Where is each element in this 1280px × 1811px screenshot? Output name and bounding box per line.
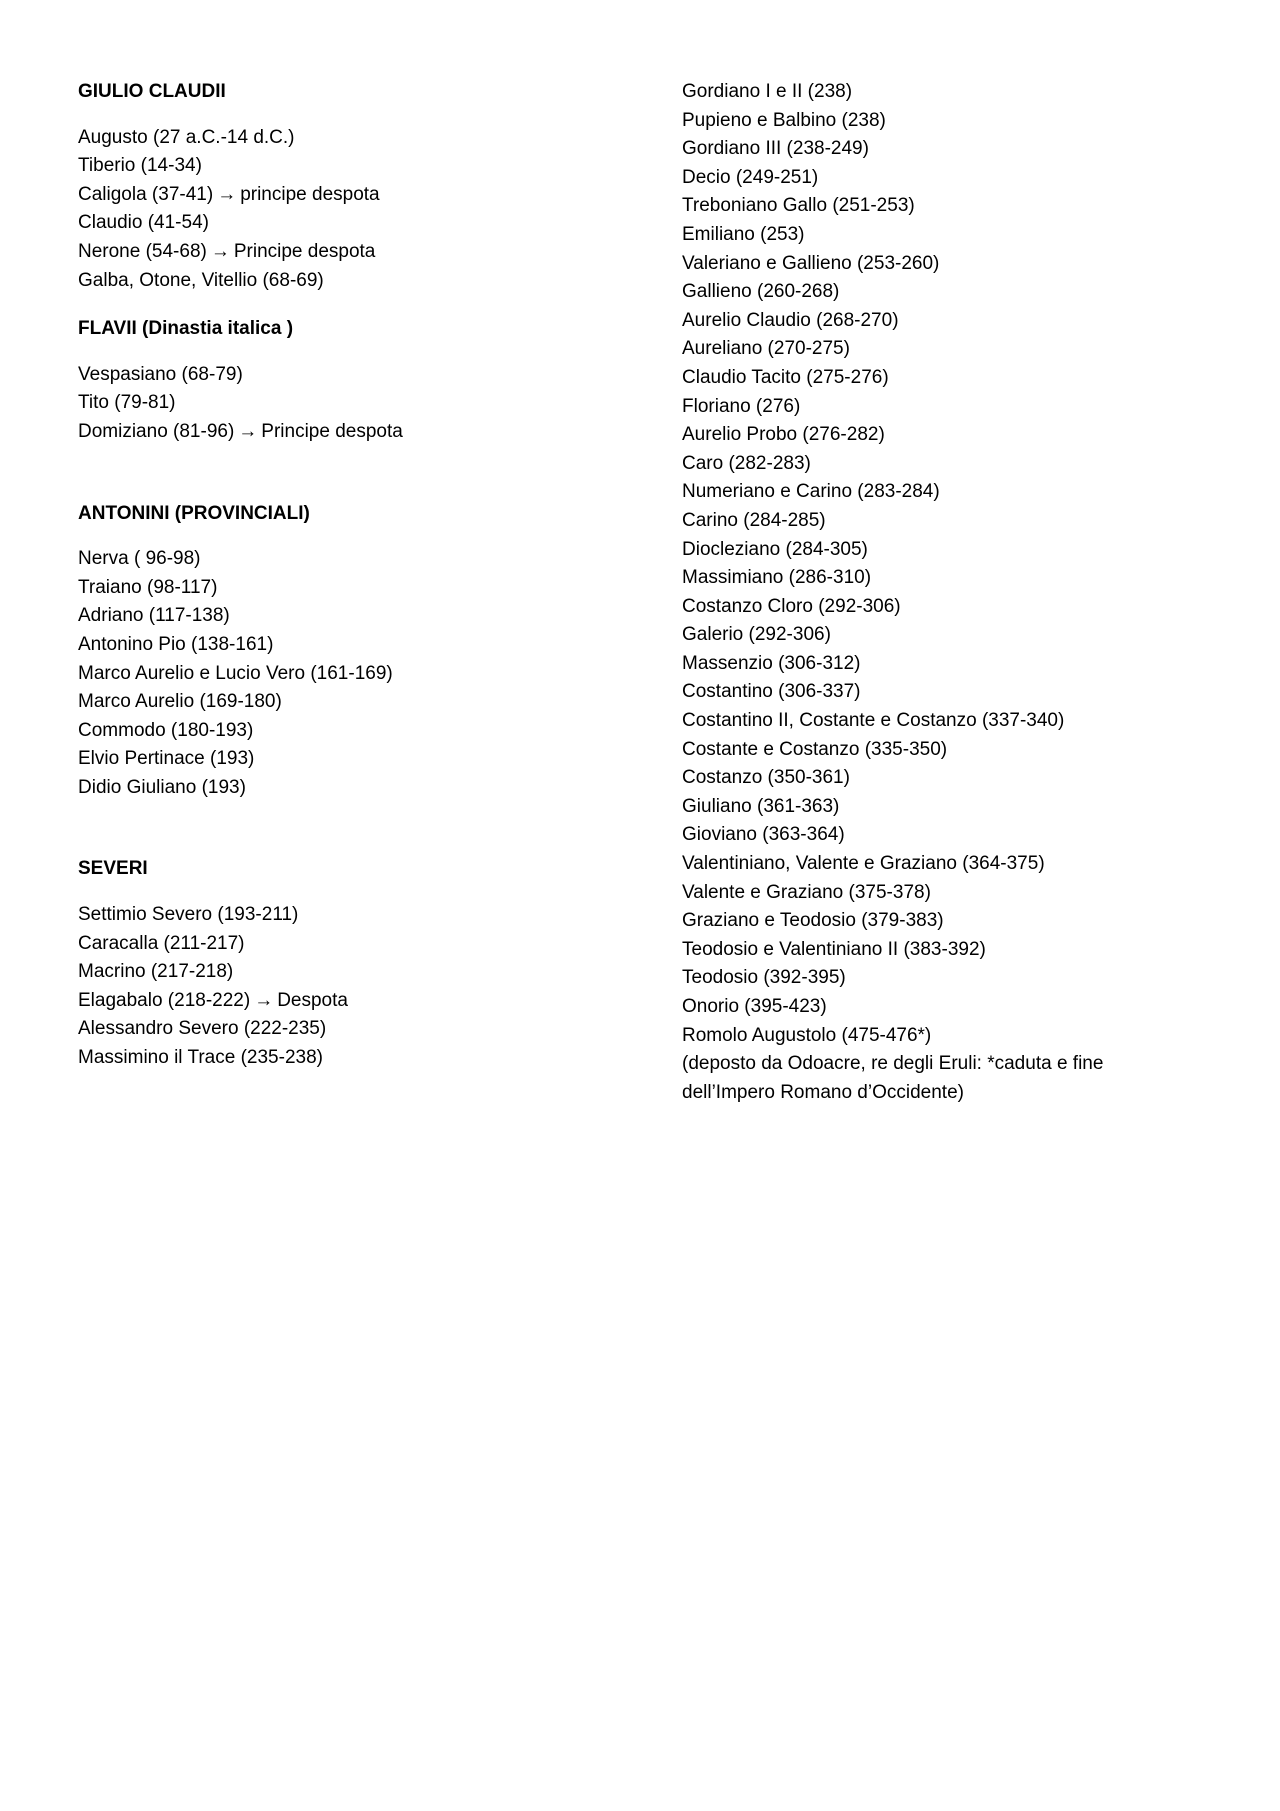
arrow-right-icon: → — [210, 240, 230, 262]
emperor-name: Nerone (54-68) — [78, 240, 207, 262]
arrow-right-icon: → — [217, 183, 237, 205]
list-item: Vespasiano (68-79) — [78, 363, 243, 385]
list-item: Marco Aurelio e Lucio Vero (161-169) — [78, 662, 393, 684]
list-item: Aurelio Claudio (268-270) — [682, 309, 899, 331]
list-item: Didio Giuliano (193) — [78, 776, 246, 798]
left-column — [78, 78, 638, 1073]
emperor-name: Caligola (37-41) — [78, 183, 214, 205]
list-item: Gordiano I e II (238) — [682, 81, 853, 102]
arrow-right-icon: → — [254, 989, 274, 1011]
list-item: Galba, Otone, Vitellio (68-69) — [78, 269, 324, 291]
section-heading: SEVERI — [78, 858, 148, 880]
list-item: Traiano (98-117) — [78, 576, 218, 598]
list-item: Elvio Pertinace (193) — [78, 748, 255, 770]
list-item: Costantino (306-337) — [682, 681, 861, 703]
section-list — [78, 124, 638, 296]
list-item — [78, 987, 638, 1016]
list-item: Romolo Augustolo (475-476*) — [682, 1024, 932, 1046]
list-item: Costante e Costanzo (335-350) — [682, 738, 948, 760]
list-item: Antonino Pio (138-161) — [78, 633, 274, 655]
section-list — [78, 361, 638, 447]
list-item — [78, 181, 638, 210]
list-item: Emiliano (253) — [682, 223, 805, 245]
list-item: Galerio (292-306) — [682, 624, 831, 646]
list-item: Caracalla (211-217) — [78, 932, 245, 954]
list-item — [78, 238, 638, 267]
list-item: Treboniano Gallo (251-253) — [682, 195, 915, 217]
list-item: Aurelio Probo (276-282) — [682, 424, 885, 446]
list-item: Claudio (41-54) — [78, 212, 209, 234]
list-item: Nerva ( 96-98) — [78, 548, 201, 570]
list-item: Marco Aurelio (169-180) — [78, 691, 282, 713]
list-item: Massenzio (306-312) — [682, 652, 861, 674]
emperor-note: Despota — [277, 989, 348, 1011]
section-heading: ANTONINI (PROVINCIALI) — [78, 502, 310, 524]
emperor-name: Elagabalo (218-222) — [78, 989, 251, 1011]
list-item: Caro (282-283) — [682, 452, 811, 474]
section-heading: FLAVII (Dinastia italica ) — [78, 318, 294, 340]
list-item: Alessandro Severo (222-235) — [78, 1018, 327, 1040]
list-item: Costanzo (350-361) — [682, 767, 850, 789]
section-list — [78, 901, 638, 1073]
list-item: Teodosio e Valentiniano II (383-392) — [682, 938, 986, 960]
list-item: Commodo (180-193) — [78, 719, 254, 741]
list-item: Massimiano (286-310) — [682, 567, 872, 589]
list-item: Adriano (117-138) — [78, 605, 230, 627]
section-heading: GIULIO CLAUDII — [78, 81, 226, 102]
list-item: Numeriano e Carino (283-284) — [682, 481, 940, 503]
list-item: Claudio Tacito (275-276) — [682, 366, 889, 388]
list-item: Aureliano (270-275) — [682, 338, 850, 360]
list-item: Gallieno (260-268) — [682, 281, 840, 303]
list-item: Giuliano (361-363) — [682, 795, 840, 817]
list-item: Settimio Severo (193-211) — [78, 904, 299, 926]
right-column — [682, 78, 1242, 1107]
list-item: Valentiniano, Valente e Graziano (364-375) — [682, 853, 1045, 875]
emperor-name: Domiziano (81-96) — [78, 420, 235, 442]
list-item — [78, 418, 638, 447]
footnote: (deposto da Odoacre, re degli Eruli: *caduta e fine dell’Impero Romano d’Occidente) — [682, 1053, 1104, 1103]
list-item: Valente e Graziano (375-378) — [682, 881, 931, 903]
list-item: Macrino (217-218) — [78, 961, 234, 983]
list-item: Gordiano III (238-249) — [682, 138, 869, 160]
list-item: Onorio (395-423) — [682, 996, 827, 1017]
arrow-right-icon: → — [238, 420, 258, 442]
emperor-note: Principe despota — [261, 420, 403, 442]
list-item: Valeriano e Gallieno (253-260) — [682, 252, 940, 274]
list-item: Costanzo Cloro (292-306) — [682, 595, 901, 617]
list-item: Tito (79-81) — [78, 392, 176, 414]
list-item: Costantino II, Costante e Costanzo (337-340) — [682, 710, 1065, 732]
list-item: Decio (249-251) — [682, 166, 819, 188]
list-item: Teodosio (392-395) — [682, 967, 846, 989]
list-item: Diocleziano (284-305) — [682, 538, 868, 560]
emperor-note: Principe despota — [233, 240, 376, 262]
list-item: Graziano e Teodosio (379-383) — [682, 910, 944, 932]
list-item: Gioviano (363-364) — [682, 824, 845, 846]
list-item: Augusto (27 a.C.-14 d.C.) — [78, 126, 295, 148]
list-item: Carino (284-285) — [682, 509, 826, 531]
list-item: Massimino il Trace (235-238) — [78, 1047, 323, 1069]
list-item: Floriano (276) — [682, 395, 801, 417]
list-item: Tiberio (14-34) — [78, 155, 202, 177]
section-list — [78, 545, 638, 802]
emperor-note: principe despota — [240, 183, 380, 205]
list-item: Pupieno e Balbino (238) — [682, 109, 886, 131]
